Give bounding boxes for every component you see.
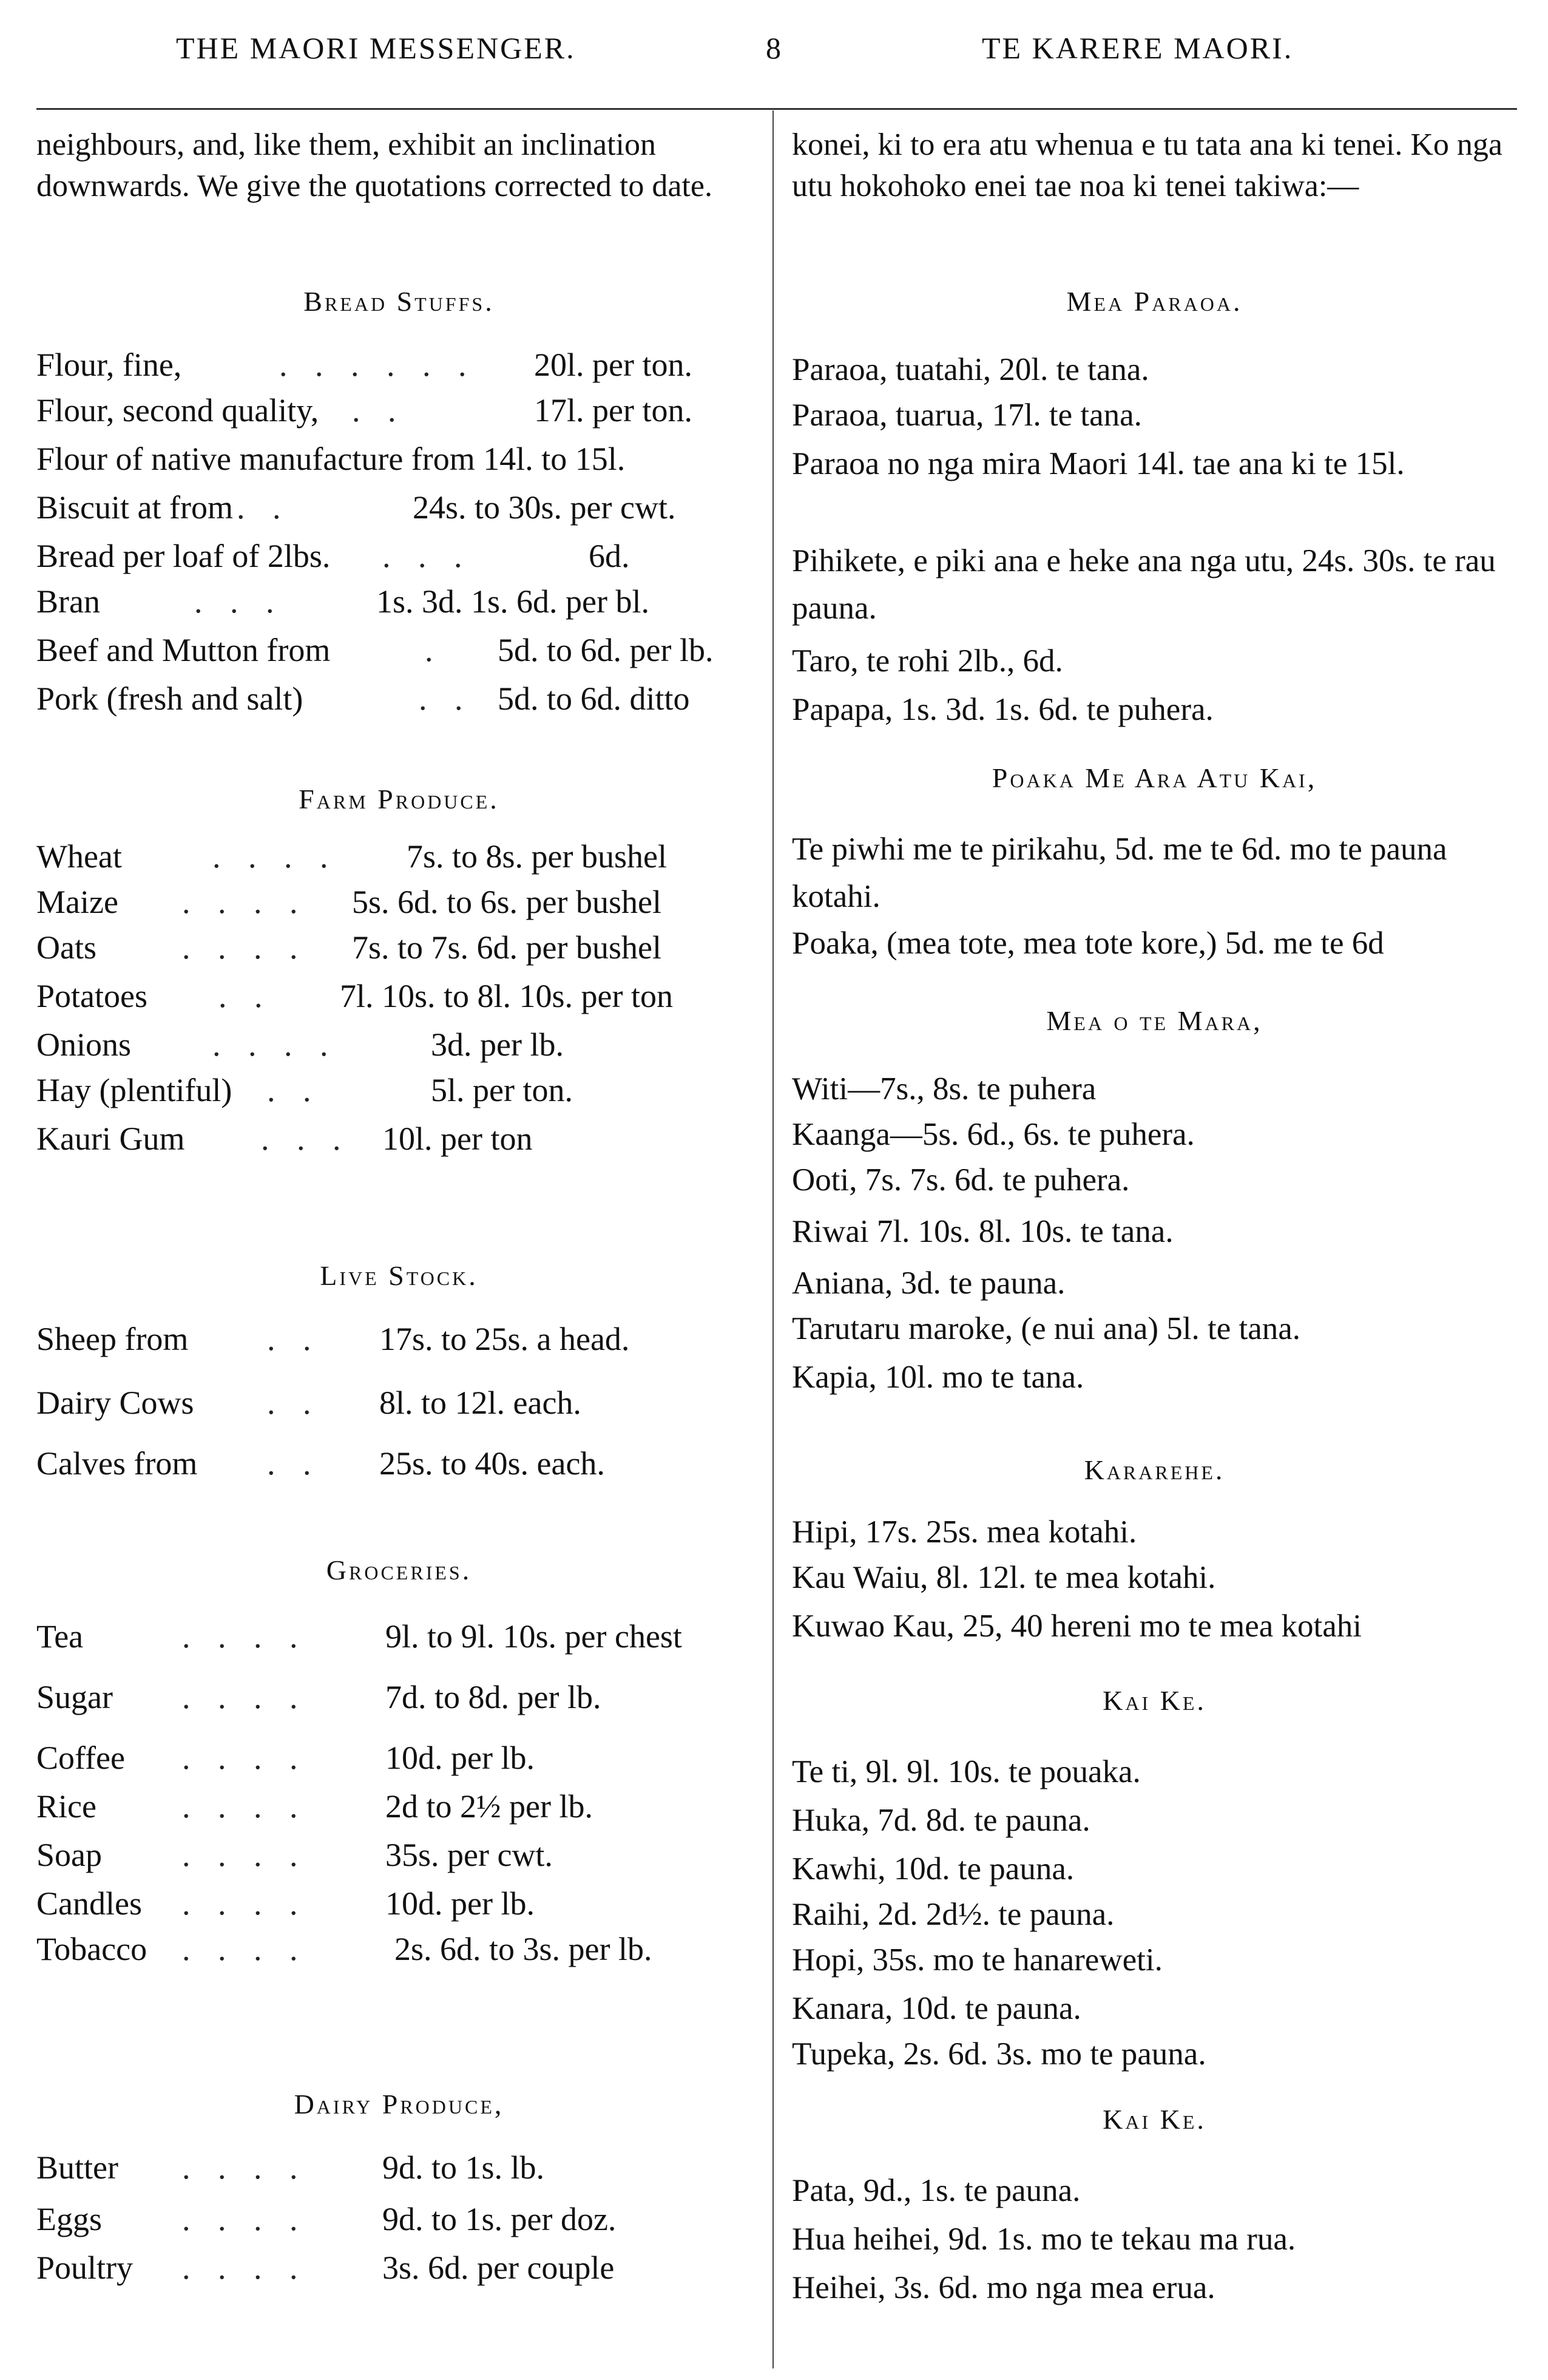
- leader-dots: . . . .: [182, 1788, 308, 1825]
- price-row: [36, 883, 765, 932]
- price-row: [36, 1678, 765, 1727]
- price-row: [36, 1739, 765, 1788]
- leader-dots: . . .: [261, 1120, 351, 1157]
- column-divider: [772, 110, 774, 2368]
- maori-price-line: Riwai 7l. 10s. 8l. 10s. te tana.: [792, 1214, 1174, 1249]
- item-price: 5d. to 6d. per lb.: [498, 632, 714, 668]
- maori-price-line: Aniana, 3d. te pauna.: [792, 1266, 1066, 1301]
- leader-dots: . . . .: [182, 1740, 308, 1776]
- maori-price-line: Tupeka, 2s. 6d. 3s. mo te pauna.: [792, 2036, 1206, 2072]
- item-name: Kauri Gum: [36, 1120, 185, 1157]
- price-row: [36, 1384, 765, 1432]
- leader-dots: . . . .: [212, 838, 338, 875]
- item-name: Poultry: [36, 2249, 134, 2286]
- item-name: Bread per loaf of 2lbs.: [36, 538, 331, 574]
- price-row: [36, 631, 765, 680]
- price-row: [36, 1930, 765, 1979]
- maori-section-heading: Kai Ke.: [1103, 2104, 1206, 2135]
- leader-dots: . . .: [382, 538, 472, 574]
- maori-price-line: Papapa, 1s. 3d. 1s. 6d. te puhera.: [792, 692, 1214, 727]
- price-row: [36, 1618, 765, 1666]
- maori-section-heading: Kai Ke.: [1103, 1685, 1206, 1716]
- maori-column: [792, 0, 1520, 2380]
- maori-price-line: Taro, te rohi 2lb., 6d.: [792, 643, 1063, 679]
- leader-dots: . . . .: [182, 2149, 308, 2186]
- leader-dots: . . . .: [212, 1026, 338, 1063]
- item-name: Rice: [36, 1788, 96, 1825]
- maori-price-line: Paraoa no nga mira Maori 14l. tae ana ki te 15l.: [792, 446, 1405, 481]
- leader-dots: . . . .: [182, 1885, 308, 1922]
- english-section-heading: Farm Produce.: [299, 784, 499, 815]
- item-name: Butter: [36, 2149, 118, 2186]
- item-name: Onions: [36, 1026, 132, 1063]
- leader-dots: . .: [267, 1385, 321, 1421]
- item-name: Tea: [36, 1618, 84, 1655]
- english-section-heading: Live Stock.: [320, 1260, 478, 1291]
- maori-price-line: Kau Waiu, 8l. 12l. te mea kotahi.: [792, 1560, 1216, 1595]
- maori-price-line: Te ti, 9l. 9l. 10s. te pouaka.: [792, 1754, 1141, 1789]
- item-price: 7s. to 7s. 6d. per bushel: [352, 929, 661, 966]
- leader-dots: . . . .: [182, 1837, 308, 1873]
- item-name: Sugar: [36, 1679, 113, 1715]
- item-price: 17l. per ton.: [534, 392, 692, 429]
- leader-dots: . . . . . .: [279, 347, 476, 383]
- maori-price-line: Paraoa, tuarua, 17l. te tana.: [792, 398, 1142, 433]
- maori-price-line: Pihikete, e piki ana e heke ana nga utu, 24s. 30s. te rau pauna.: [792, 543, 1496, 626]
- price-row: [36, 537, 765, 586]
- english-section-heading: Groceries.: [326, 1554, 472, 1585]
- maori-intro: konei, ki to era atu whenua e tu tata ana ki tenei. Ko nga utu hokohoko enei tae noa ki tenei takiwa:—: [792, 127, 1503, 203]
- item-price: 2d to 2½ per lb.: [385, 1788, 593, 1825]
- item-name: Coffee: [36, 1740, 125, 1776]
- running-title-maori: TE KARERE MAORI.: [982, 31, 1294, 65]
- item-price: 17s. to 25s. a head.: [379, 1321, 630, 1357]
- price-row: [36, 2149, 765, 2197]
- item-price: 9d. to 1s. lb.: [382, 2149, 545, 2186]
- maori-price-line: Heihei, 3s. 6d. mo nga mea erua.: [792, 2270, 1215, 2305]
- item-price: 7s. to 8s. per bushel: [407, 838, 667, 875]
- leader-dots: . . . .: [182, 1679, 308, 1715]
- leader-dots: . . . .: [182, 884, 308, 920]
- price-row: [36, 583, 765, 631]
- price-row: [36, 2249, 765, 2297]
- maori-section-heading: Mea o te Mara,: [1046, 1005, 1263, 1036]
- maori-price-line: Hopi, 35s. mo te hanareweti.: [792, 1942, 1163, 1978]
- price-row: [36, 1836, 765, 1885]
- page-number: 8: [766, 31, 781, 65]
- maori-price-line: Tarutaru maroke, (e nui ana) 5l. te tana.: [792, 1311, 1301, 1346]
- price-row: [36, 1120, 765, 1168]
- item-name: Bran: [36, 583, 100, 620]
- price-row: [36, 680, 765, 728]
- item-name: Sheep from: [36, 1321, 189, 1357]
- price-row: [36, 1788, 765, 1836]
- item-name: Eggs: [36, 2201, 102, 2237]
- price-row: [36, 2200, 765, 2249]
- item-price: 1s. 3d. 1s. 6d. per bl.: [376, 583, 649, 620]
- maori-section-heading: Kararehe.: [1084, 1454, 1225, 1485]
- english-intro: neighbours, and, like them, exhibit an inclination downwards. We give the quotations corrected to date.: [36, 127, 712, 203]
- item-name: Dairy Cows: [36, 1385, 194, 1421]
- maori-price-line: Kapia, 10l. mo te tana.: [792, 1360, 1084, 1395]
- item-name: Biscuit at from: [36, 489, 233, 526]
- item-name: Oats: [36, 929, 96, 966]
- item-price: 9l. to 9l. 10s. per chest: [385, 1618, 682, 1655]
- english-section-heading: Dairy Produce,: [294, 2089, 504, 2120]
- maori-price-line: Kanara, 10d. te pauna.: [792, 1991, 1081, 2026]
- leader-dots: . .: [267, 1072, 321, 1108]
- item-price: 24s. to 30s. per cwt.: [413, 489, 676, 526]
- item-price: 3d. per lb.: [431, 1026, 564, 1063]
- item-price: 3s. 6d. per couple: [382, 2249, 615, 2286]
- english-column: [36, 0, 765, 2380]
- maori-price-line: Poaka, (mea tote, mea tote kore,) 5d. me te 6d: [792, 926, 1384, 961]
- item-name: Flour, fine,: [36, 347, 182, 383]
- item-price: 10d. per lb.: [385, 1740, 535, 1776]
- item-price: 10d. per lb.: [385, 1885, 535, 1922]
- maori-price-line: Paraoa, tuatahi, 20l. te tana.: [792, 352, 1149, 387]
- item-name: Calves from: [36, 1445, 198, 1482]
- price-row: [36, 977, 765, 1026]
- leader-dots: . .: [267, 1445, 321, 1482]
- item-name: Hay (plentiful): [36, 1072, 232, 1108]
- item-name: Beef and Mutton from: [36, 632, 331, 668]
- item-price: 5d. to 6d. ditto: [498, 680, 690, 717]
- item-name: Tobacco: [36, 1931, 147, 1967]
- leader-dots: . .: [237, 489, 291, 526]
- price-row: [36, 1071, 765, 1120]
- price-row: [36, 440, 765, 489]
- maori-section-heading: Mea Paraoa.: [1066, 286, 1243, 317]
- item-price: 25s. to 40s. each.: [379, 1445, 605, 1482]
- item-price: 7l. 10s. to 8l. 10s. per ton: [340, 978, 673, 1014]
- maori-price-line: Te piwhi me te pirikahu, 5d. me te 6d. mo te pauna kotahi.: [792, 832, 1447, 914]
- maori-price-line: Kawhi, 10d. te pauna.: [792, 1851, 1075, 1887]
- price-row: [36, 838, 765, 886]
- leader-dots: . . . .: [182, 929, 308, 966]
- running-title-english: THE MAORI MESSENGER.: [176, 31, 576, 65]
- item-price: 7d. to 8d. per lb.: [385, 1679, 601, 1715]
- maori-price-line: Kuwao Kau, 25, 40 hereni mo te mea kotahi: [792, 1609, 1362, 1644]
- item-price: 35s. per cwt.: [385, 1837, 553, 1873]
- item-name: Potatoes: [36, 978, 147, 1014]
- maori-price-line: Kaanga—5s. 6d., 6s. te puhera.: [792, 1117, 1195, 1152]
- item-price: 10l. per ton: [382, 1120, 533, 1157]
- maori-section-heading: Poaka Me Ara Atu Kai,: [992, 762, 1317, 793]
- maori-price-line: Pata, 9d., 1s. te pauna.: [792, 2173, 1081, 2208]
- english-section-heading: Bread Stuffs.: [303, 286, 495, 317]
- item-name: Flour of native manufacture from 14l. to 15l.: [36, 441, 626, 477]
- leader-dots: . .: [352, 392, 406, 429]
- item-price: 2s. 6d. to 3s. per lb.: [394, 1931, 652, 1967]
- maori-price-line: Witi—7s., 8s. te puhera: [792, 1071, 1097, 1107]
- price-row: [36, 1320, 765, 1369]
- item-price: 9d. to 1s. per doz.: [382, 2201, 617, 2237]
- item-name: Flour, second quality,: [36, 392, 319, 429]
- leader-dots: . .: [218, 978, 272, 1014]
- maori-price-line: Raihi, 2d. 2d½. te pauna.: [792, 1897, 1115, 1932]
- price-row: [36, 929, 765, 977]
- item-name: Pork (fresh and salt): [36, 680, 303, 717]
- item-price: 5l. per ton.: [431, 1072, 573, 1108]
- leader-dots: . . . .: [182, 1618, 308, 1655]
- maori-price-line: Hua heihei, 9d. 1s. mo te tekau ma rua.: [792, 2222, 1296, 2257]
- maori-price-line: Ooti, 7s. 7s. 6d. te puhera.: [792, 1162, 1130, 1198]
- leader-dots: . . . .: [182, 2249, 308, 2286]
- item-name: Maize: [36, 884, 118, 920]
- item-price: 5s. 6d. to 6s. per bushel: [352, 884, 661, 920]
- leader-dots: . . . .: [182, 1931, 308, 1967]
- item-name: Wheat: [36, 838, 122, 875]
- maori-price-line: Hipi, 17s. 25s. mea kotahi.: [792, 1514, 1137, 1550]
- leader-dots: .: [425, 632, 443, 668]
- leader-dots: . . . .: [182, 2201, 308, 2237]
- price-row: [36, 1445, 765, 1493]
- item-price: 6d.: [589, 538, 630, 574]
- item-name: Soap: [36, 1837, 102, 1873]
- price-row: [36, 489, 765, 537]
- price-row: [36, 392, 765, 440]
- price-row: [36, 1026, 765, 1074]
- item-name: Candles: [36, 1885, 142, 1922]
- item-price: 20l. per ton.: [534, 347, 692, 383]
- item-price: 8l. to 12l. each.: [379, 1385, 581, 1421]
- leader-dots: . .: [267, 1321, 321, 1357]
- maori-price-line: Huka, 7d. 8d. te pauna.: [792, 1803, 1090, 1838]
- price-row: [36, 1885, 765, 1933]
- leader-dots: . . .: [194, 583, 284, 620]
- leader-dots: . .: [419, 680, 473, 717]
- price-row: [36, 346, 765, 395]
